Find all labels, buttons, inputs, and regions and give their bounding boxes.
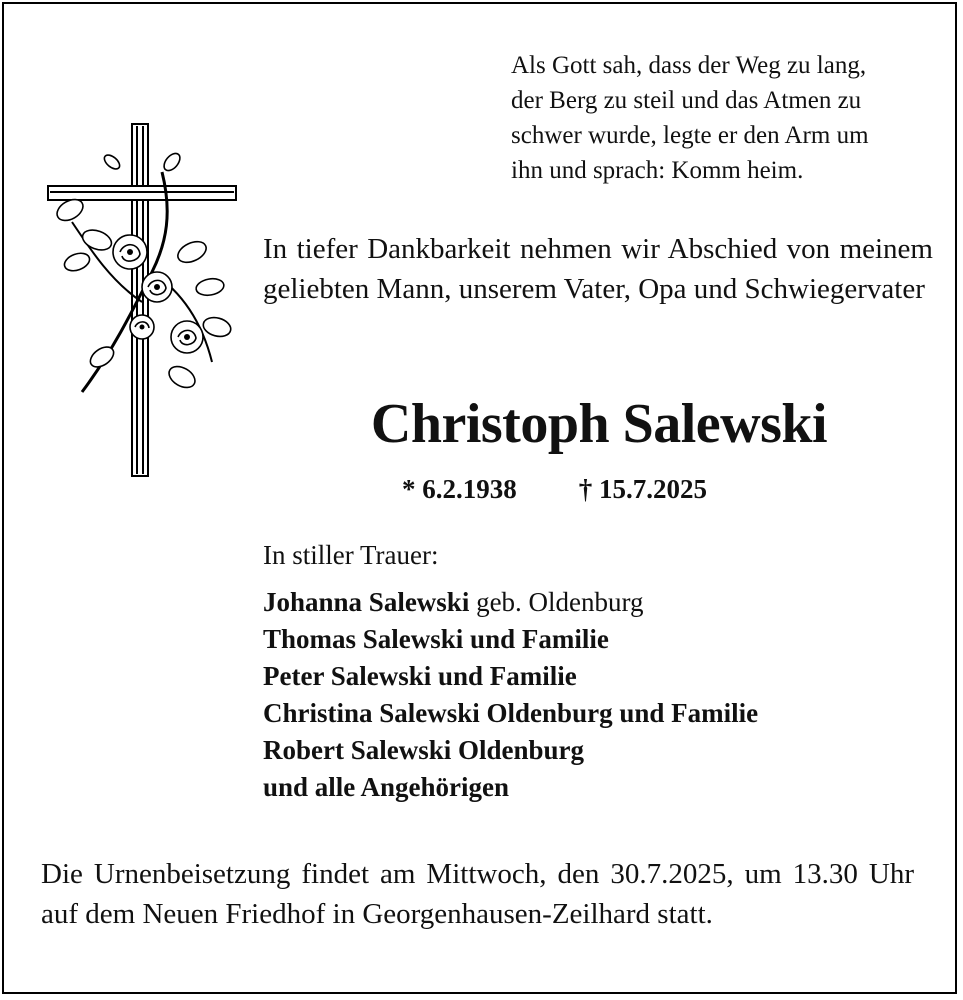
mourner-name: Robert Salewski Oldenburg <box>263 735 585 765</box>
mourner-name: Peter Salewski und Familie <box>263 661 577 691</box>
mourner-name: Christina Salewski Oldenburg und Familie <box>263 698 759 728</box>
obituary-frame <box>2 2 957 994</box>
mourner-name: und alle Angehörigen <box>263 772 510 802</box>
cross-with-roses-icon <box>42 122 242 482</box>
mourner-entry <box>263 584 758 621</box>
life-dates <box>402 471 707 507</box>
birth-date: * 6.2.1938 <box>402 474 517 504</box>
mourner-name: Johanna Salewski <box>263 587 470 617</box>
mourner-entry <box>263 732 758 769</box>
mourning-label: In stiller Trauer: <box>263 540 439 570</box>
mourner-entry <box>263 658 758 695</box>
mourner-entry <box>263 621 758 658</box>
funeral-notice: Die Urnenbeisetzung findet am Mittwoch, den 30.7.2025, um 13.30 Uhr auf dem Neuen Friedhof in Georgenhausen-Zeilhard statt. <box>41 858 914 930</box>
mourner-entry <box>263 695 758 732</box>
farewell-intro: In tiefer Dankbarkeit nehmen wir Abschied von meinem geliebten Mann, unserem Vater, Opa und Schwiegervater <box>263 233 933 305</box>
mourner-entry <box>263 769 758 806</box>
memorial-verse: Als Gott sah, dass der Weg zu lang, der Berg zu steil und das Atmen zu schwer wurde, legte er den Arm um ihn und sprach: Komm heim. <box>511 52 869 184</box>
death-date: † 15.7.2025 <box>578 474 707 504</box>
mourner-name: Thomas Salewski und Familie <box>263 624 609 654</box>
deceased-name: Christoph Salewski <box>370 393 828 455</box>
mourners-list <box>263 584 758 806</box>
mourner-note: geb. Oldenburg <box>469 587 644 617</box>
